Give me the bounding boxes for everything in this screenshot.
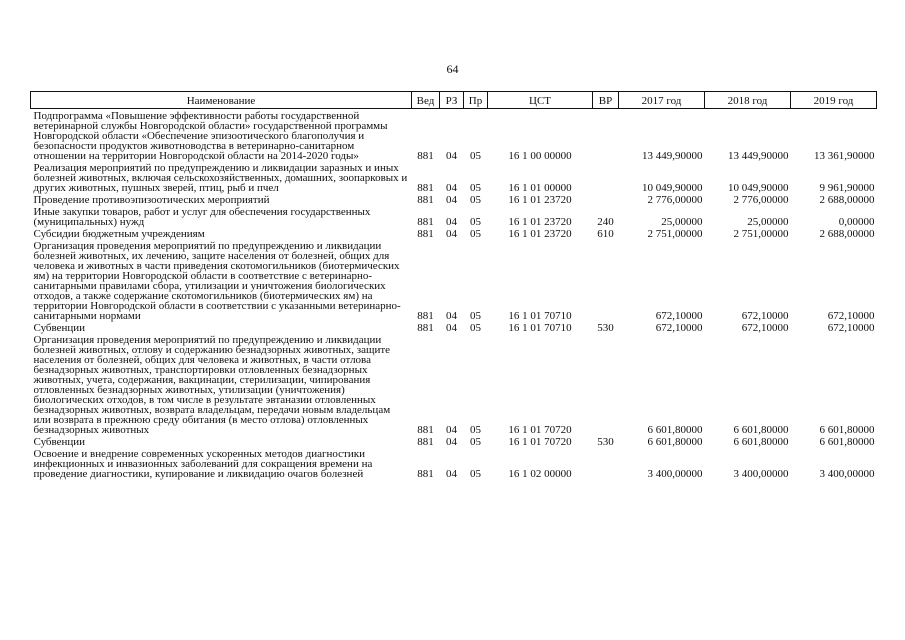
row-ved: 881 (417, 322, 434, 334)
row-name: Субвенции (33, 322, 86, 334)
row-2019: 6 601,80000 (819, 424, 875, 436)
row-rz: 04 (446, 194, 457, 206)
budget-table (30, 91, 877, 479)
row-name: Иные закупки товаров, работ и услуг для обеспечения государственных (муниципальных) нужд (33, 206, 371, 228)
row-rz: 04 (446, 468, 457, 480)
row-rz: 04 (446, 150, 457, 162)
row-rz: 04 (446, 310, 457, 322)
row-cst: 16 1 01 23720 (508, 194, 572, 206)
row-2017: 672,10000 (655, 310, 703, 322)
row-rz: 04 (446, 228, 457, 240)
row-rz: 04 (446, 436, 457, 448)
row-name: Подпрограмма «Повышение эффективности работы государственной ветеринарной службы Новгородской области» государственной программы Новгородской области «Обеспечение эпизоотического благополучия и безопасности продуктов животноводства в ветеринарно-санитарном отношении на территории Новгородской области на 2014-2020 годы» (33, 110, 388, 162)
row-vr (593, 109, 619, 162)
row-ved: 881 (417, 182, 434, 194)
header-cst: ЦСТ (488, 92, 593, 109)
row-pr: 05 (470, 310, 481, 322)
row-cst: 16 1 01 70720 (508, 436, 572, 448)
row-2018: 13 449,90000 (728, 150, 789, 162)
row-2019: 672,10000 (827, 322, 875, 334)
row-name: Организация проведения мероприятий по предупреждению и ликвидации болезней животных, отлову и содержанию безнадзорных животных, защите населения от болезней, общих для человека и животных, в части отлова безнадзорных животных, транспортировки отловленных безнадзорных животных, учета, содержания, вакцинации, стерилизации, чипирования отловленных безнадзорных животных, утилизации (уничтожения) биологических отходов, в том числе в результате эвтаназии отловленных безнадзорных животных, возврата владельцам, передачи новым владельцам или возврата в прежнюю среду обитания (в место отлова) отловленных безнадзорных животных (33, 334, 391, 436)
row-cst: 16 1 01 23720 (508, 216, 572, 228)
row-cst: 16 1 02 00000 (508, 468, 572, 480)
row-2017: 2 776,00000 (647, 194, 703, 206)
table-row (31, 239, 877, 321)
table-row (31, 435, 877, 447)
row-rz: 04 (446, 322, 457, 334)
row-pr: 05 (470, 468, 481, 480)
row-rz: 04 (446, 424, 457, 436)
row-vr: 610 (597, 228, 614, 240)
table-row (31, 447, 877, 479)
row-2017: 10 049,90000 (642, 182, 703, 194)
row-ved: 881 (417, 310, 434, 322)
row-vr: 530 (597, 322, 614, 334)
row-2017: 672,10000 (655, 322, 703, 334)
row-2018: 672,10000 (741, 310, 789, 322)
row-cst: 16 1 01 23720 (508, 228, 572, 240)
row-2017: 6 601,80000 (647, 424, 703, 436)
row-cst: 16 1 00 00000 (508, 150, 572, 162)
row-vr: 240 (597, 216, 614, 228)
header-vr: ВР (593, 92, 619, 109)
row-2019: 6 601,80000 (819, 436, 875, 448)
row-pr: 05 (470, 322, 481, 334)
row-ved: 881 (417, 194, 434, 206)
row-cst: 16 1 01 70710 (508, 322, 572, 334)
header-2019: 2019 год (791, 92, 877, 109)
row-2017: 2 751,00000 (647, 228, 703, 240)
row-2019: 13 361,90000 (814, 150, 875, 162)
table-row (31, 193, 877, 205)
row-2017: 25,00000 (661, 216, 703, 228)
row-2018: 3 400,00000 (733, 468, 789, 480)
row-2019: 9 961,90000 (819, 182, 875, 194)
row-2018: 6 601,80000 (733, 436, 789, 448)
header-row (31, 92, 877, 109)
row-name: Субсидии бюджетным учреждениям (33, 228, 205, 240)
row-2018: 6 601,80000 (733, 424, 789, 436)
row-rz: 04 (446, 182, 457, 194)
row-2017: 3 400,00000 (647, 468, 703, 480)
row-vr (593, 447, 619, 479)
row-name: Реализация мероприятий по предупреждению и ликвидации заразных и иных болезней животных, включая сельскохозяйственных, домашних, зоопарковых и других животных, пушных зверей, птиц, рыб и пчел (33, 162, 408, 194)
row-vr (593, 161, 619, 193)
row-name: Проведение противоэпизоотических мероприятий (33, 194, 270, 206)
table-row (31, 205, 877, 227)
row-2018: 10 049,90000 (728, 182, 789, 194)
row-ved: 881 (417, 436, 434, 448)
row-vr (593, 239, 619, 321)
row-2019: 3 400,00000 (819, 468, 875, 480)
row-rz: 04 (446, 216, 457, 228)
row-vr (593, 333, 619, 435)
header-name: Наименование (31, 92, 412, 109)
table-row (31, 321, 877, 333)
header-ved: Вед (412, 92, 440, 109)
row-2018: 2 751,00000 (733, 228, 789, 240)
row-pr: 05 (470, 436, 481, 448)
row-ved: 881 (417, 424, 434, 436)
header-2017: 2017 год (619, 92, 705, 109)
row-name: Освоение и внедрение современных ускоренных методов диагностики инфекционных и инвазионных заболеваний для сокращения времени на проведение диагностики, купирование и ликвидацию очагов болезней (33, 448, 373, 480)
row-cst: 16 1 01 70710 (508, 310, 572, 322)
table-row (31, 161, 877, 193)
row-ved: 881 (417, 228, 434, 240)
row-vr (593, 193, 619, 205)
row-cst: 16 1 01 00000 (508, 182, 572, 194)
table-body (31, 109, 877, 480)
row-pr: 05 (470, 182, 481, 194)
row-pr: 05 (470, 216, 481, 228)
header-pr: Пр (464, 92, 488, 109)
row-pr: 05 (470, 150, 481, 162)
row-pr: 05 (470, 194, 481, 206)
row-name: Организация проведения мероприятий по предупреждению и ликвидации болезней животных, их лечению, защите населения от болезней, общих для человека и животных в части приведения скотомогильников (биотермических ям) на территории Новгородской области в соответствие с ветеринарно-санитарными правилами сбора, утилизации и уничтожения биологических отходов, а также содержание скотомогильников (биотермических ям) на территории Новгородской области в соответствии с указанными ветеринарно-санитарными нормами (33, 240, 401, 322)
row-cst: 16 1 01 70720 (508, 424, 572, 436)
table-row (31, 109, 877, 162)
row-2019: 672,10000 (827, 310, 875, 322)
row-2017: 6 601,80000 (647, 436, 703, 448)
row-pr: 05 (470, 424, 481, 436)
row-pr: 05 (470, 228, 481, 240)
row-2018: 672,10000 (741, 322, 789, 334)
row-name: Субвенции (33, 436, 86, 448)
row-2019: 0,00000 (838, 216, 875, 228)
page-number: 64 (446, 62, 459, 76)
row-ved: 881 (417, 150, 434, 162)
header-rz: РЗ (440, 92, 464, 109)
table-row (31, 227, 877, 239)
row-2018: 2 776,00000 (733, 194, 789, 206)
table-row (31, 333, 877, 435)
row-2019: 2 688,00000 (819, 228, 875, 240)
row-vr: 530 (597, 436, 614, 448)
row-ved: 881 (417, 216, 434, 228)
table-header (31, 92, 877, 109)
row-2018: 25,00000 (747, 216, 789, 228)
header-2018: 2018 год (705, 92, 791, 109)
row-2017: 13 449,90000 (642, 150, 703, 162)
row-2019: 2 688,00000 (819, 194, 875, 206)
row-ved: 881 (417, 468, 434, 480)
